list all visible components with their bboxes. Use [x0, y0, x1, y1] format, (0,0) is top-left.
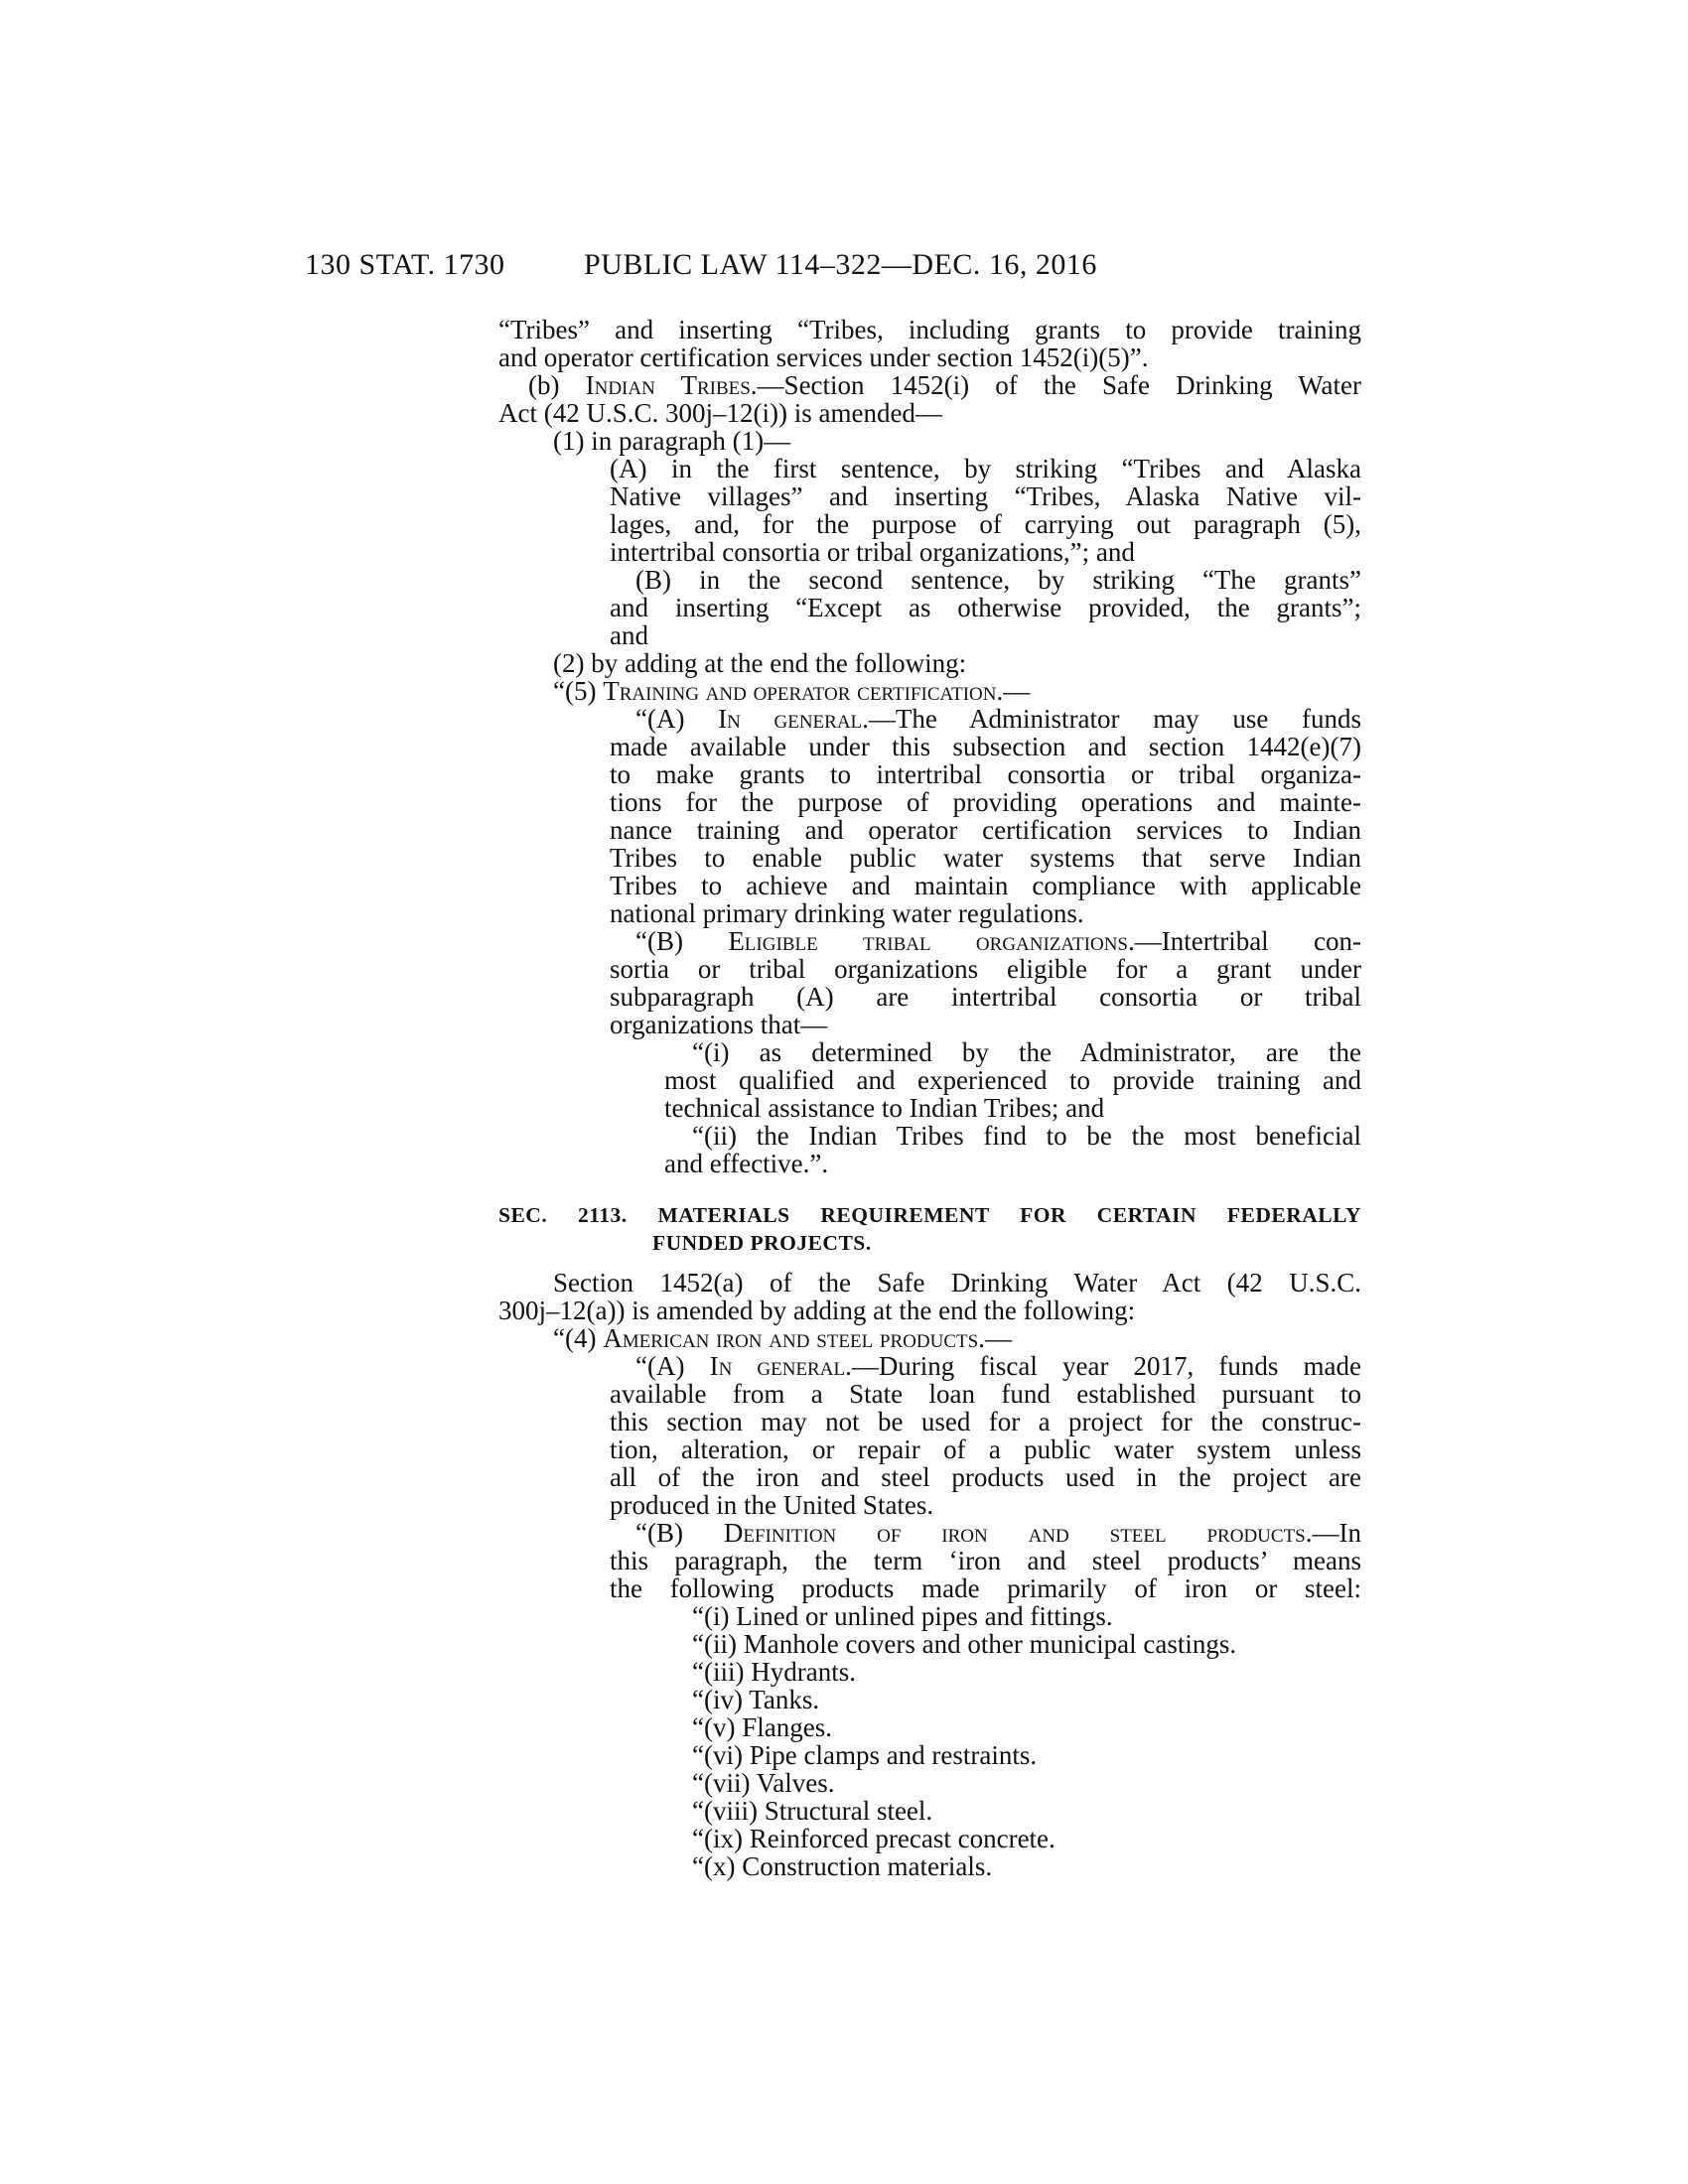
- list-item: “(x) Construction materials.: [692, 1851, 993, 1881]
- text-line: produced in the United States.: [610, 1490, 934, 1520]
- text-line: (B) in the second sentence, by striking “The grants”: [635, 565, 1361, 595]
- list-item: “(iii) Hydrants.: [692, 1657, 856, 1687]
- subparagraph-heading: “(A) In general.—The Administrator may use funds: [635, 704, 1361, 734]
- text-line: nance training and operator certification services to Indian: [610, 815, 1361, 845]
- list-item: “(iv) Tanks.: [692, 1685, 820, 1714]
- text-line: and effective.”.: [664, 1149, 829, 1178]
- text-line: this section may not be used for a project for the construc-: [610, 1407, 1361, 1436]
- text-line: this paragraph, the term ‘iron and steel products’ means: [610, 1546, 1361, 1575]
- running-header: PUBLIC LAW 114–322—DEC. 16, 2016: [584, 248, 1097, 281]
- text-line: available from a State loan fund established pursuant to: [610, 1379, 1361, 1409]
- text-line: sortia or tribal organizations eligible for a grant under: [610, 954, 1361, 984]
- text-line: Tribes to enable public water systems that serve Indian: [610, 843, 1361, 873]
- text-line: technical assistance to Indian Tribes; and: [664, 1093, 1105, 1123]
- subparagraph-heading: “(B) Eligible tribal organizations.—Intertribal con-: [635, 926, 1361, 956]
- text-line: “Tribes” and inserting “Tribes, including grants to provide training: [498, 315, 1361, 344]
- page-reference: 130 STAT. 1730: [305, 248, 505, 281]
- text-line: “(ii) the Indian Tribes find to be the most beneficial: [692, 1121, 1361, 1151]
- text-line: lages, and, for the purpose of carrying out paragraph (5),: [610, 509, 1361, 539]
- text-line: Native villages” and inserting “Tribes, Alaska Native vil-: [610, 481, 1361, 511]
- text-line: Tribes to achieve and maintain compliance with applicable: [610, 871, 1361, 900]
- list-item: “(ix) Reinforced precast concrete.: [692, 1824, 1055, 1853]
- text-line: the following products made primarily of iron or steel:: [610, 1573, 1361, 1603]
- text-line: tions for the purpose of providing operations and mainte-: [610, 787, 1361, 817]
- list-item: “(vii) Valves.: [692, 1768, 835, 1798]
- section-heading-continued: FUNDED PROJECTS.: [652, 1231, 872, 1255]
- list-item: “(vi) Pipe clamps and restraints.: [692, 1740, 1038, 1770]
- text-line: (A) in the first sentence, by striking “Tribes and Alaska: [610, 454, 1361, 483]
- subparagraph-heading: “(A) In general.—During fiscal year 2017, funds made: [635, 1351, 1361, 1381]
- list-item: “(v) Flanges.: [692, 1712, 832, 1742]
- text-line: to make grants to intertribal consortia or tribal organiza-: [610, 759, 1361, 789]
- text-line: tion, alteration, or repair of a public water system unless: [610, 1434, 1361, 1464]
- text-line: and operator certification services under section 1452(i)(5)”.: [498, 342, 1149, 372]
- text-line: national primary drinking water regulations.: [610, 898, 1084, 928]
- text-line: Act (42 U.S.C. 300j–12(i)) is amended—: [498, 398, 942, 428]
- paragraph-heading: “(4) American iron and steel products.—: [553, 1323, 1012, 1353]
- subparagraph-heading: “(B) Definition of iron and steel products.—In: [635, 1518, 1361, 1548]
- section-heading: SEC. 2113. MATERIALS REQUIREMENT FOR CERTAIN FEDERALLY: [498, 1203, 1361, 1227]
- text-line: and inserting “Except as otherwise provided, the grants”;: [610, 593, 1361, 622]
- text-line: subparagraph (A) are intertribal consortia or tribal: [610, 982, 1361, 1012]
- text-line: 300j–12(a)) is amended by adding at the end the following:: [498, 1296, 1136, 1325]
- text-line: (2) by adding at the end the following:: [553, 648, 967, 678]
- list-item: “(i) Lined or unlined pipes and fittings.: [692, 1601, 1113, 1631]
- list-item: “(viii) Structural steel.: [692, 1796, 933, 1826]
- text-line: Section 1452(a) of the Safe Drinking Water Act (42 U.S.C.: [553, 1268, 1361, 1297]
- text-line: “(i) as determined by the Administrator, are the: [692, 1037, 1361, 1067]
- list-item: “(ii) Manhole covers and other municipal castings.: [692, 1629, 1237, 1659]
- text-line: organizations that—: [610, 1010, 828, 1039]
- text-line: and: [610, 620, 648, 650]
- paragraph-heading: “(5) Training and operator certification.—: [553, 676, 1031, 706]
- text-line: intertribal consortia or tribal organizations,”; and: [610, 537, 1135, 567]
- text-line: most qualified and experienced to provide training and: [664, 1065, 1361, 1095]
- text-line: (1) in paragraph (1)—: [553, 426, 791, 456]
- text-line: all of the iron and steel products used in the project are: [610, 1462, 1361, 1492]
- subsection-heading: (b) Indian Tribes.—Section 1452(i) of the Safe Drinking Water: [528, 370, 1361, 400]
- text-line: made available under this subsection and section 1442(e)(7): [610, 732, 1361, 761]
